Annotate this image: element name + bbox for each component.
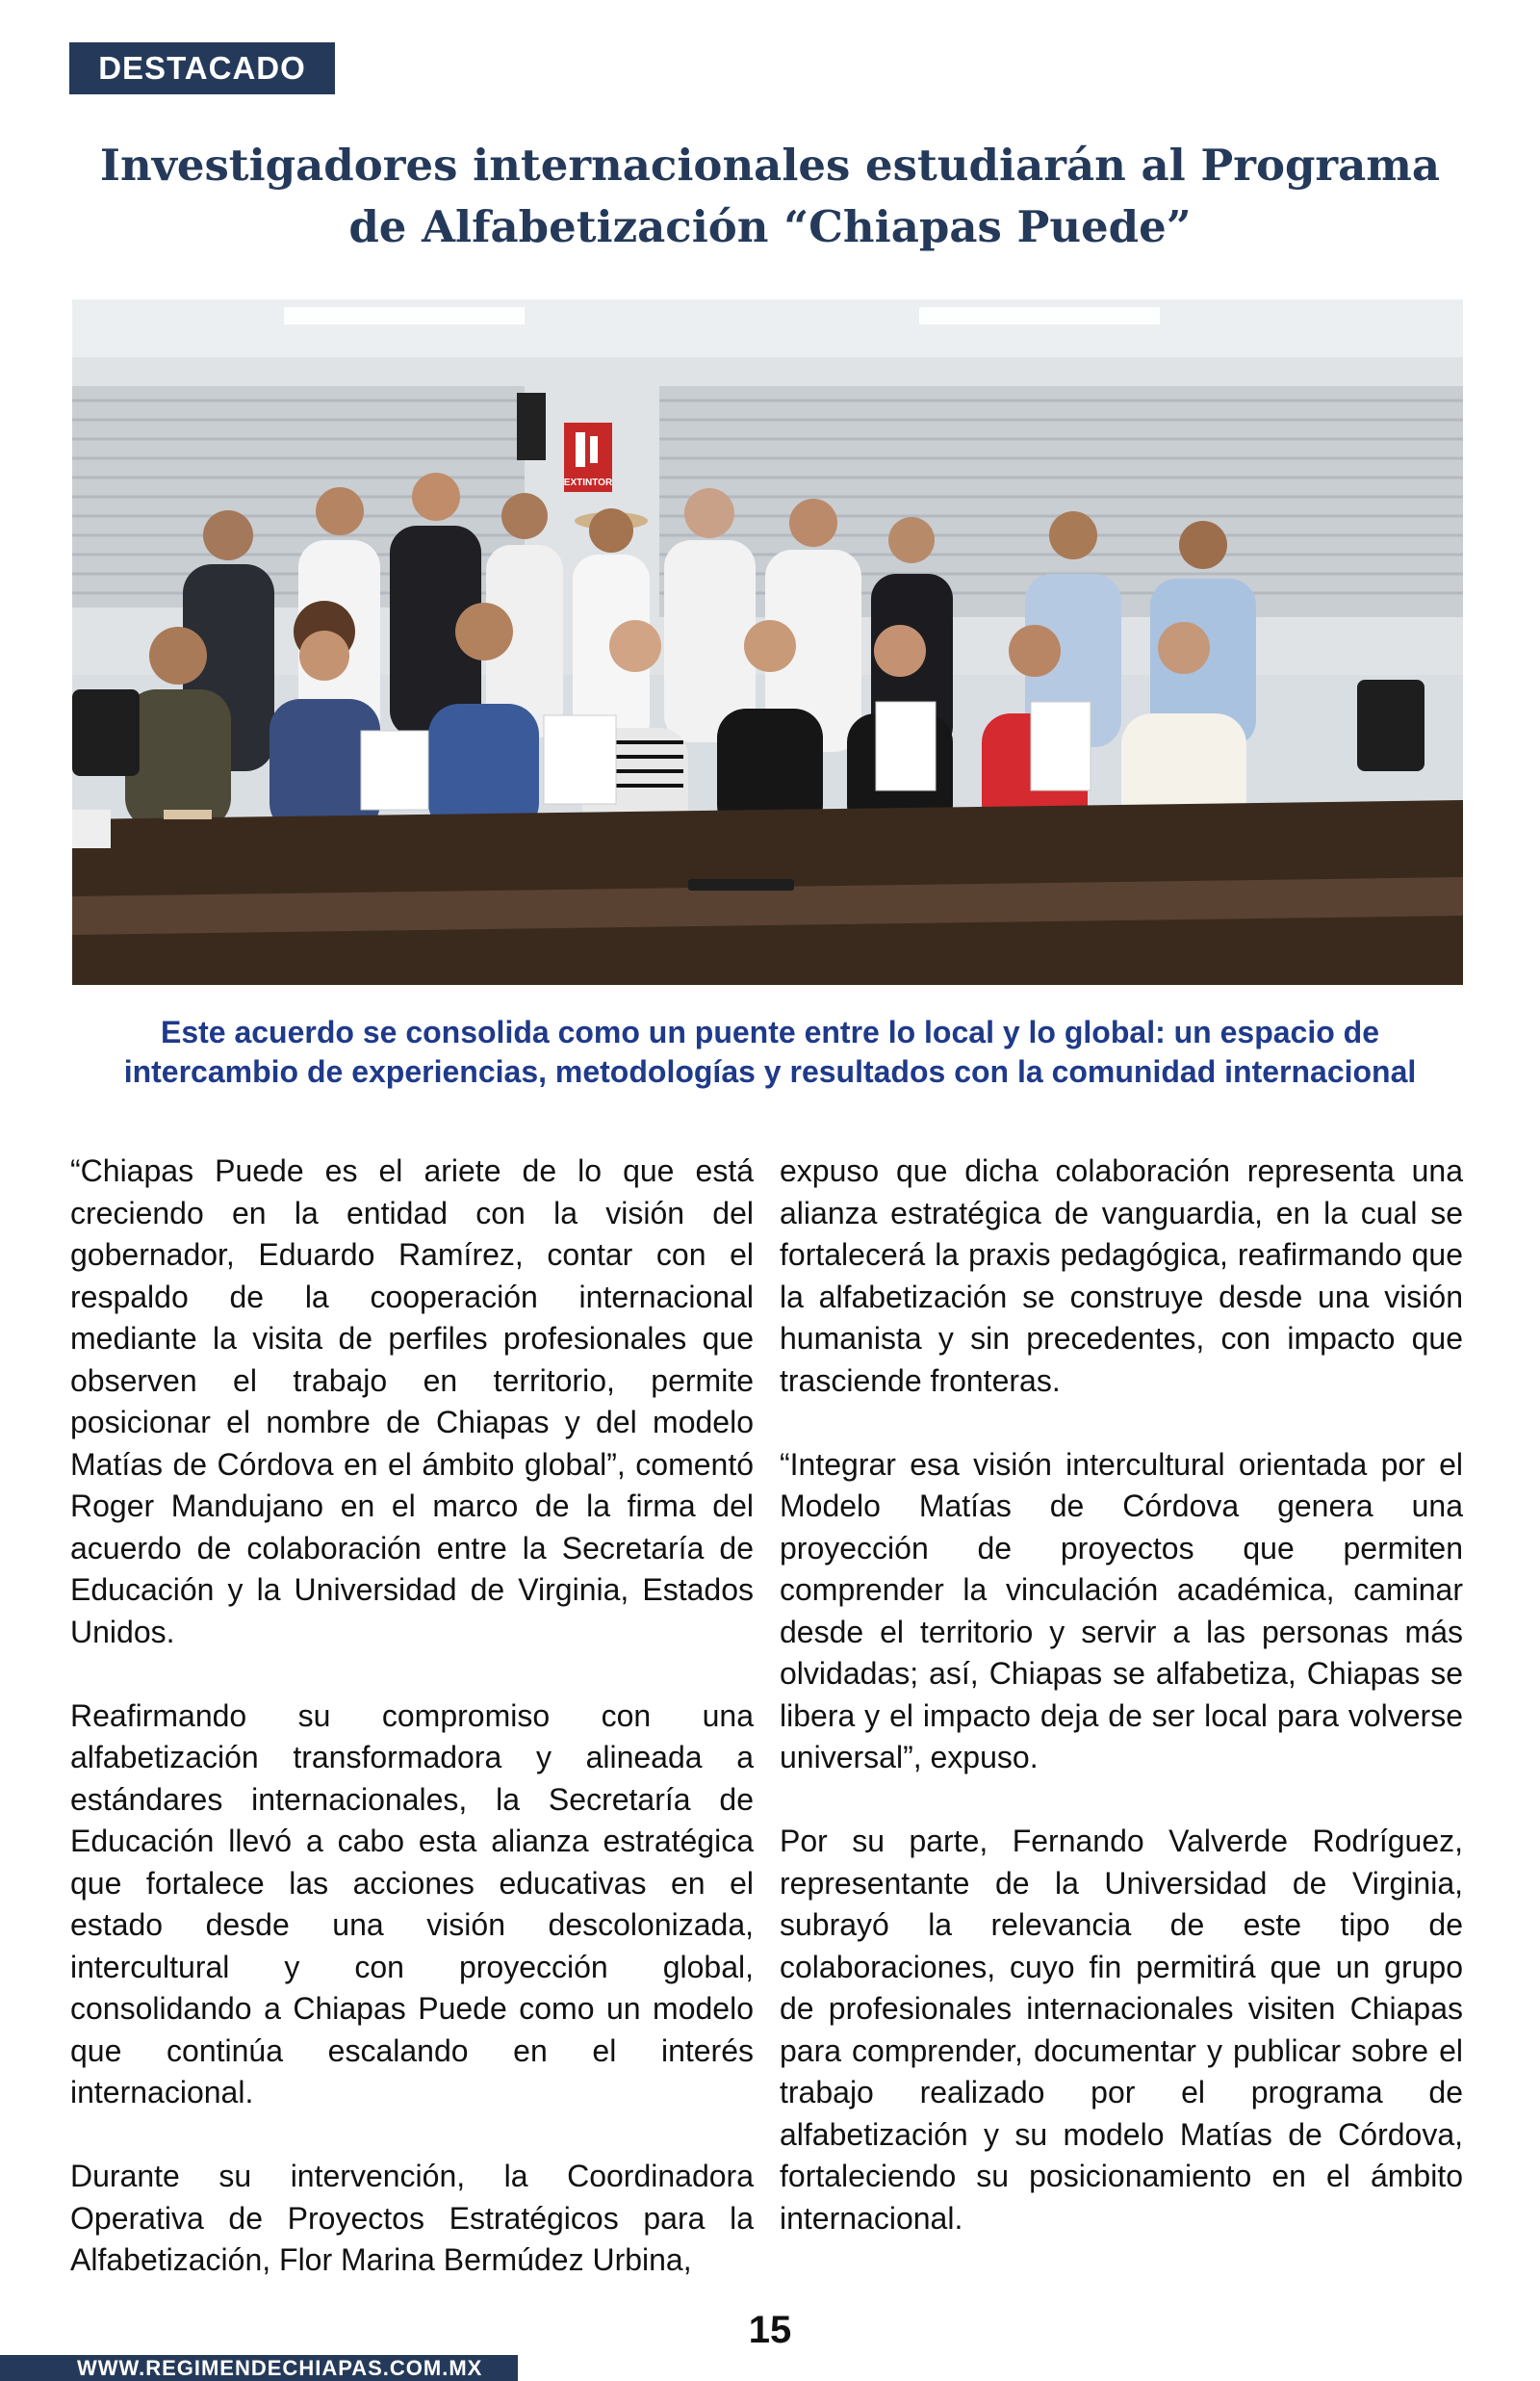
body-column-right <box>780 1151 1463 2282</box>
body-paragraph: “Integrar esa visión intercultural orientada por el Modelo Matías de Córdova genera una proyección de proyectos que permiten comprender la vinculación académica, caminar desde el territorio y servir a las personas más olvidadas; así, Chiapas se alfabetiza, Chiapas se libera y el impacto deja de ser local para volverse universal”, expuso. <box>780 1446 1463 1774</box>
body-paragraph: “Chiapas Puede es el ariete de lo que está creciendo en la entidad con la visión del gobernador, Eduardo Ramírez, contar con el respaldo de la cooperación internacional mediante la visita de perfiles profesionales que observen el trabajo en territorio, permite posicionar el nombre de Chiapas y del modelo Matías de Córdova en el ámbito global”, comentó Roger Mandujano en el marco de la firma del acuerdo de colaboración entre la Secretaría de Educación y la Universidad de Virginia, Estados Unidos. <box>70 1153 754 1649</box>
page-number: 15 <box>748 2309 792 2351</box>
article-photo <box>72 299 1463 985</box>
speaker <box>517 393 546 460</box>
svg-text:EXTINTOR: EXTINTOR <box>563 478 613 488</box>
body-paragraph: Por su parte, Fernando Valverde Rodríguez, representante de la Universidad de Virginia, subrayó la relevancia de este tipo de colaboraciones, cuyo fin permitirá que un grupo de profesionales internacionales visiten Chiapas para comprender, documentar y publicar sobre el trabajo realizado por el programa de alfabetización y su modelo Matías de Córdova, fortaleciendo su posicionamiento en el ámbito internacional. <box>780 1824 1463 2236</box>
extinguisher-sign <box>564 423 613 492</box>
body-paragraph: expuso que dicha colaboración representa una alianza estratégica de vanguardia, en la cual se fortalecerá la praxis pedagógica, reafirmando que la alfabetización se construye desde una visión humanista y sin precedentes, con impacto que trasciende fronteras. <box>780 1153 1463 1398</box>
body-column-left <box>70 1151 754 2323</box>
body-paragraph: Durante su intervención, la Coordinadora Operativa de Proyectos Estratégicos para la Alfabetización, Flor Marina Bermúdez Urbina, <box>70 2159 754 2277</box>
footer-website-link[interactable]: WWW.REGIMENDECHIAPAS.COM.MX <box>77 2356 483 2380</box>
section-tag: DESTACADO <box>69 42 335 94</box>
body-paragraph: Reafirmando su compromiso con una alfabetización transformadora y alineada a estándares internacionales, la Secretaría de Educación llevó a cabo esta alianza estratégica que fortalece las acciones educativas en el estado desde una visión descolonizada, intercultural y con proyección global, consolidando a Chiapas Puede como un modelo que continúa escalando en el interés internacional. <box>70 1697 754 2109</box>
article-headline: Investigadores internacionales estudiarán al Programa de Alfabetización “Chiapas Puede” <box>99 140 1441 252</box>
article-subhead: Este acuerdo se consolida como un puente entre lo local y lo global: un espacio de intercambio de experiencias, metodologías y resultados con la comunidad internacional <box>123 1015 1417 1089</box>
